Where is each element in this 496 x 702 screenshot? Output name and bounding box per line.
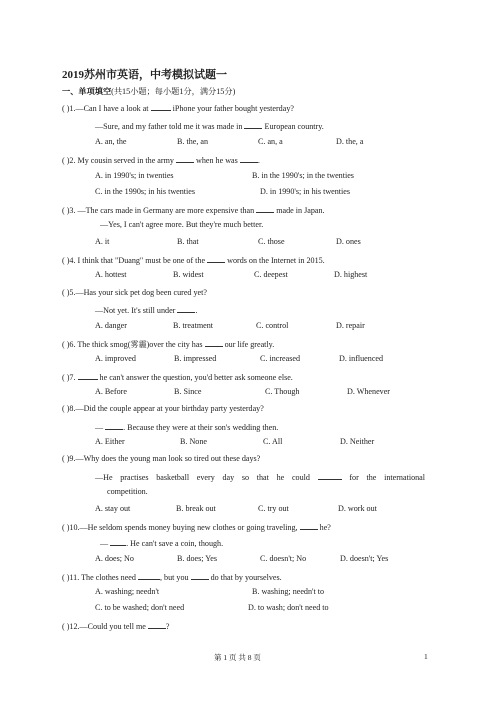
option-c[interactable]: C. doesn't; No (260, 554, 307, 563)
question-9-continuation: competition. (107, 487, 148, 496)
answer-blank[interactable] (240, 154, 258, 163)
answer-blank[interactable] (78, 371, 98, 380)
option-b[interactable]: B. that (177, 237, 199, 246)
option-a[interactable]: A. an, the (95, 137, 127, 146)
option-a[interactable]: A. it (95, 237, 110, 246)
option-a[interactable]: A. Either (95, 437, 125, 446)
option-b[interactable]: B. Since (174, 387, 202, 396)
page-number: 1 (424, 652, 428, 661)
question-10-reply: — . He can't save a coin, though. (100, 539, 224, 548)
question-3-reply: —Yes, I can't agree more. But they're much better. (100, 220, 264, 229)
question-3-stem: ( )3. —The cars made in Germany are more expensive than made in Japan. (62, 206, 325, 215)
option-a[interactable]: A. Before (95, 387, 127, 396)
option-c[interactable]: C. try out (258, 504, 289, 513)
question-2-stem: ( )2. My cousin served in the army when he was . (62, 156, 260, 165)
question-5-reply: —Not yet. It's still under . (95, 306, 198, 315)
option-d[interactable]: D. highest (334, 270, 368, 279)
answer-blank[interactable] (300, 521, 318, 530)
option-c[interactable]: C. increased (260, 354, 301, 363)
section-heading (62, 86, 235, 97)
section-title: 一、单项填空 (62, 87, 112, 96)
option-c[interactable]: C. those (258, 237, 285, 246)
option-d[interactable]: D. the, a (336, 137, 364, 146)
option-a[interactable]: A. improved (95, 354, 136, 363)
question-4-stem: ( )4. I think that "Duang" must be one of the words on the Internet in 2015. (62, 256, 325, 265)
option-b[interactable]: B. washing; needn't to (252, 587, 325, 596)
option-b[interactable]: B. in the 1990's; in the twenties (252, 171, 354, 180)
option-c[interactable]: C. Though (265, 387, 300, 396)
option-d[interactable]: D. work out (338, 504, 377, 513)
question-1-stem: ( )1.—Can I have a look at iPhone your father bought yesterday? (62, 104, 294, 113)
option-c[interactable]: C. to be washed; don't need (95, 603, 185, 612)
option-a[interactable]: A. hottest (95, 270, 127, 279)
option-c[interactable]: C. deepest (254, 270, 288, 279)
option-d[interactable]: D. doesn't; Yes (340, 554, 389, 563)
section-note: (共15小题；每小题1分，满分15分) (111, 87, 236, 96)
document-title: 2019苏州市英语，中考模拟试题一 (62, 69, 227, 81)
option-d[interactable]: D. to wash; don't need to (248, 603, 329, 612)
question-5-stem: ( )5.—Has your sick pet dog been cured yet? (62, 288, 207, 297)
answer-blank[interactable] (177, 304, 195, 313)
option-a[interactable]: A. washing; needn't (95, 587, 160, 596)
question-12-stem: ( )12.—Could you tell me ? (62, 622, 170, 631)
answer-blank[interactable] (138, 571, 160, 580)
question-11-stem: ( )11. The clothes need , but you do that by yourselves. (62, 573, 282, 582)
option-b[interactable]: B. widest (173, 270, 204, 279)
question-6-stem: ( )6. The thick smog(雾霾)over the city has our life greatly. (62, 340, 275, 349)
option-c[interactable]: C. All (263, 437, 283, 446)
option-b[interactable]: B. break out (176, 504, 216, 513)
answer-blank[interactable] (256, 204, 274, 213)
option-d[interactable]: D. influenced (339, 354, 384, 363)
answer-blank[interactable] (318, 471, 342, 480)
question-10-stem: ( )10.—He seldom spends money buying new clothes or going traveling, he? (62, 523, 331, 532)
option-c[interactable]: C. control (256, 321, 289, 330)
option-b[interactable]: B. impressed (174, 354, 217, 363)
option-c[interactable]: C. an, a (258, 137, 283, 146)
question-9-reply: —He practises basketball every day so that he could for the international (95, 473, 425, 482)
answer-blank[interactable] (110, 537, 126, 546)
answer-blank[interactable] (151, 102, 171, 111)
option-d[interactable]: D. in 1990's; in his twenties (260, 187, 351, 196)
answer-blank[interactable] (105, 421, 123, 430)
option-d[interactable]: D. Whenever (347, 387, 390, 396)
option-b[interactable]: B. does; Yes (177, 554, 218, 563)
answer-blank[interactable] (207, 254, 225, 263)
answer-blank[interactable] (205, 338, 223, 347)
question-7-stem: ( )7. he can't answer the question, you'd better ask someone else. (62, 373, 293, 382)
question-8-stem: ( )8.—Did the couple appear at your birthday party yesterday? (62, 404, 264, 413)
option-b[interactable]: B. None (180, 437, 207, 446)
option-a[interactable]: A. stay out (95, 504, 131, 513)
option-d[interactable]: D. ones (336, 237, 361, 246)
option-a[interactable]: A. in 1990's; in twenties (95, 171, 174, 180)
option-d[interactable]: D. repair (336, 321, 365, 330)
question-9-stem: ( )9.—Why does the young man look so tired out these days? (62, 454, 261, 463)
option-b[interactable]: B. treatment (173, 321, 214, 330)
option-a[interactable]: A. does; No (95, 554, 134, 563)
page-indicator: 第 1 页 共 8 页 (214, 653, 261, 662)
answer-blank[interactable] (176, 154, 194, 163)
answer-blank[interactable] (148, 620, 166, 629)
option-a[interactable]: A. danger (95, 321, 127, 330)
answer-blank[interactable] (244, 120, 262, 129)
question-1-reply: —Sure, and my father told me it was made in European country. (95, 122, 324, 131)
question-8-reply: — . Because they were at their son's wedding then. (95, 423, 279, 432)
option-d[interactable]: D. Neither (340, 437, 375, 446)
option-b[interactable]: B. the, an (177, 137, 209, 146)
option-c[interactable]: C. in the 1990s; in his twenties (95, 187, 196, 196)
answer-blank[interactable] (191, 571, 209, 580)
